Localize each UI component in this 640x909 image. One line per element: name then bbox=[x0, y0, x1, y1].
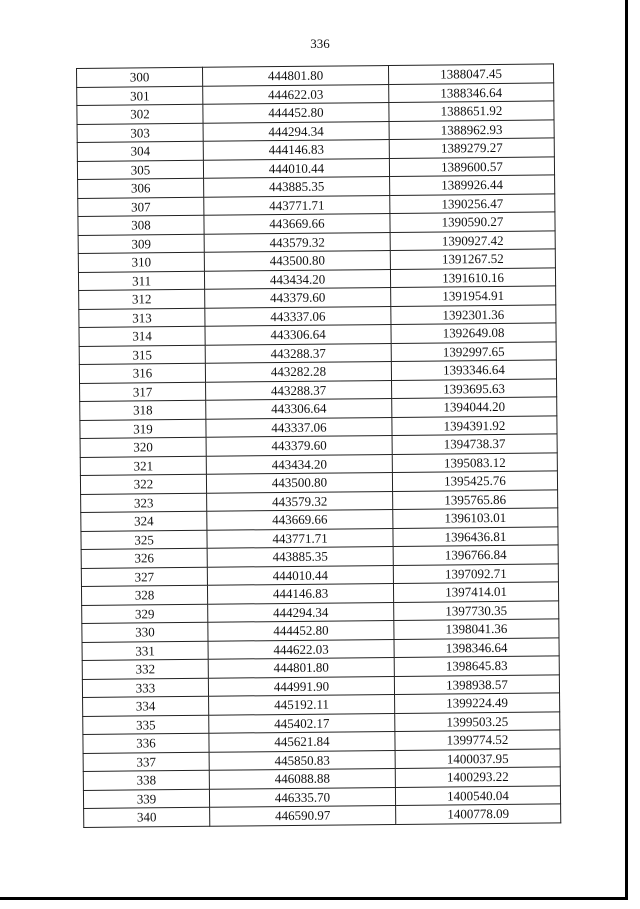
point-number-cell: 300 bbox=[77, 67, 203, 87]
x-coordinate-cell: 445192.11 bbox=[209, 694, 395, 714]
point-number-cell: 334 bbox=[83, 696, 209, 716]
x-coordinate-cell: 444146.83 bbox=[203, 139, 389, 159]
x-coordinate-cell: 443288.37 bbox=[206, 380, 392, 400]
point-number-cell: 325 bbox=[81, 530, 207, 550]
y-coordinate-cell: 1393346.64 bbox=[391, 360, 556, 380]
point-number-cell: 339 bbox=[83, 789, 209, 809]
x-coordinate-cell: 443282.28 bbox=[205, 361, 391, 381]
y-coordinate-cell: 1396436.81 bbox=[393, 526, 558, 546]
y-coordinate-cell: 1394044.20 bbox=[392, 397, 557, 417]
point-number-cell: 323 bbox=[81, 493, 207, 513]
point-number-cell: 320 bbox=[80, 437, 206, 457]
point-number-cell: 308 bbox=[78, 215, 204, 235]
x-coordinate-cell: 446590.97 bbox=[210, 805, 396, 825]
x-coordinate-cell: 443885.35 bbox=[204, 176, 390, 196]
y-coordinate-cell: 1399224.49 bbox=[395, 693, 560, 713]
y-coordinate-cell: 1389926.44 bbox=[390, 175, 555, 195]
coordinate-table-wrapper bbox=[76, 63, 561, 827]
point-number-cell: 331 bbox=[82, 641, 208, 661]
point-number-cell: 310 bbox=[78, 252, 204, 272]
x-coordinate-cell: 443306.64 bbox=[205, 324, 391, 344]
x-coordinate-cell: 443669.66 bbox=[207, 509, 393, 529]
point-number-cell: 335 bbox=[83, 715, 209, 735]
y-coordinate-cell: 1397092.71 bbox=[393, 563, 558, 583]
x-coordinate-cell: 443579.32 bbox=[207, 491, 393, 511]
y-coordinate-cell: 1388047.45 bbox=[388, 64, 553, 84]
y-coordinate-cell: 1388962.93 bbox=[389, 119, 554, 139]
y-coordinate-cell: 1399774.52 bbox=[395, 730, 560, 750]
y-coordinate-cell: 1396766.84 bbox=[393, 545, 558, 565]
y-coordinate-cell: 1390256.47 bbox=[390, 193, 555, 213]
x-coordinate-cell: 443306.64 bbox=[206, 398, 392, 418]
y-coordinate-cell: 1393695.63 bbox=[392, 378, 557, 398]
point-number-cell: 340 bbox=[84, 807, 210, 827]
point-number-cell: 301 bbox=[77, 86, 203, 106]
y-coordinate-cell: 1397414.01 bbox=[393, 582, 558, 602]
coordinate-table bbox=[76, 63, 561, 827]
point-number-cell: 312 bbox=[79, 289, 205, 309]
point-number-cell: 304 bbox=[77, 141, 203, 161]
x-coordinate-cell: 444452.80 bbox=[208, 620, 394, 640]
point-number-cell: 336 bbox=[83, 733, 209, 753]
x-coordinate-cell: 445621.84 bbox=[209, 731, 395, 751]
point-number-cell: 315 bbox=[79, 345, 205, 365]
x-coordinate-cell: 443669.66 bbox=[204, 213, 390, 233]
y-coordinate-cell: 1398645.83 bbox=[394, 656, 559, 676]
point-number-cell: 306 bbox=[78, 178, 204, 198]
y-coordinate-cell: 1398346.64 bbox=[394, 637, 559, 657]
point-number-cell: 327 bbox=[81, 567, 207, 587]
point-number-cell: 337 bbox=[83, 752, 209, 772]
x-coordinate-cell: 443500.80 bbox=[204, 250, 390, 270]
x-coordinate-cell: 443434.20 bbox=[204, 269, 390, 289]
y-coordinate-cell: 1391267.52 bbox=[390, 249, 555, 269]
y-coordinate-cell: 1390927.42 bbox=[390, 230, 555, 250]
y-coordinate-cell: 1396103.01 bbox=[393, 508, 558, 528]
y-coordinate-cell: 1389279.27 bbox=[389, 138, 554, 158]
y-coordinate-cell: 1399503.25 bbox=[395, 711, 560, 731]
x-coordinate-cell: 446335.70 bbox=[209, 787, 395, 807]
point-number-cell: 309 bbox=[78, 234, 204, 254]
point-number-cell: 330 bbox=[82, 622, 208, 642]
x-coordinate-cell: 443337.06 bbox=[205, 306, 391, 326]
x-coordinate-cell: 444801.80 bbox=[208, 657, 394, 677]
y-coordinate-cell: 1392649.08 bbox=[391, 323, 556, 343]
x-coordinate-cell: 444801.80 bbox=[202, 66, 388, 86]
x-coordinate-cell: 444622.03 bbox=[203, 84, 389, 104]
x-coordinate-cell: 445850.83 bbox=[209, 750, 395, 770]
y-coordinate-cell: 1394391.92 bbox=[392, 415, 557, 435]
point-number-cell: 311 bbox=[78, 271, 204, 291]
x-coordinate-cell: 444452.80 bbox=[203, 102, 389, 122]
table-row bbox=[84, 804, 561, 827]
x-coordinate-cell: 444991.90 bbox=[208, 676, 394, 696]
point-number-cell: 324 bbox=[81, 511, 207, 531]
x-coordinate-cell: 443885.35 bbox=[207, 546, 393, 566]
page-number: 336 bbox=[310, 36, 330, 51]
point-number-cell: 318 bbox=[80, 400, 206, 420]
y-coordinate-cell: 1389600.57 bbox=[389, 156, 554, 176]
x-coordinate-cell: 443500.80 bbox=[206, 472, 392, 492]
point-number-cell: 329 bbox=[82, 604, 208, 624]
y-coordinate-cell: 1392301.36 bbox=[391, 304, 556, 324]
x-coordinate-cell: 446088.88 bbox=[209, 768, 395, 788]
y-coordinate-cell: 1398938.57 bbox=[394, 674, 559, 694]
x-coordinate-cell: 444622.03 bbox=[208, 639, 394, 659]
x-coordinate-cell: 443288.37 bbox=[205, 343, 391, 363]
point-number-cell: 317 bbox=[80, 382, 206, 402]
point-number-cell: 303 bbox=[77, 123, 203, 143]
point-number-cell: 316 bbox=[79, 363, 205, 383]
x-coordinate-cell: 443337.06 bbox=[206, 417, 392, 437]
x-coordinate-cell: 444010.44 bbox=[203, 158, 389, 178]
x-coordinate-cell: 444294.34 bbox=[203, 121, 389, 141]
x-coordinate-cell: 443771.71 bbox=[207, 528, 393, 548]
y-coordinate-cell: 1397730.35 bbox=[394, 600, 559, 620]
point-number-cell: 313 bbox=[79, 308, 205, 328]
y-coordinate-cell: 1388346.64 bbox=[389, 82, 554, 102]
y-coordinate-cell: 1400293.22 bbox=[395, 767, 560, 787]
y-coordinate-cell: 1395425.76 bbox=[392, 471, 557, 491]
y-coordinate-cell: 1400037.95 bbox=[395, 748, 560, 768]
point-number-cell: 302 bbox=[77, 104, 203, 124]
coordinate-table-body bbox=[77, 64, 561, 827]
y-coordinate-cell: 1400540.04 bbox=[395, 785, 560, 805]
x-coordinate-cell: 443579.32 bbox=[204, 232, 390, 252]
point-number-cell: 319 bbox=[80, 419, 206, 439]
point-number-cell: 307 bbox=[78, 197, 204, 217]
y-coordinate-cell: 1395083.12 bbox=[392, 452, 557, 472]
x-coordinate-cell: 443434.20 bbox=[206, 454, 392, 474]
point-number-cell: 333 bbox=[82, 678, 208, 698]
point-number-cell: 314 bbox=[79, 326, 205, 346]
point-number-cell: 321 bbox=[80, 456, 206, 476]
y-coordinate-cell: 1394738.37 bbox=[392, 434, 557, 454]
point-number-cell: 326 bbox=[81, 548, 207, 568]
y-coordinate-cell: 1392997.65 bbox=[391, 341, 556, 361]
x-coordinate-cell: 444010.44 bbox=[207, 565, 393, 585]
point-number-cell: 332 bbox=[82, 659, 208, 679]
x-coordinate-cell: 443379.60 bbox=[206, 435, 392, 455]
y-coordinate-cell: 1400778.09 bbox=[396, 804, 561, 824]
point-number-cell: 338 bbox=[83, 770, 209, 790]
y-coordinate-cell: 1388651.92 bbox=[389, 101, 554, 121]
point-number-cell: 305 bbox=[77, 160, 203, 180]
y-coordinate-cell: 1390590.27 bbox=[390, 212, 555, 232]
y-coordinate-cell: 1398041.36 bbox=[394, 619, 559, 639]
x-coordinate-cell: 444294.34 bbox=[208, 602, 394, 622]
x-coordinate-cell: 445402.17 bbox=[209, 713, 395, 733]
y-coordinate-cell: 1391610.16 bbox=[390, 267, 555, 287]
y-coordinate-cell: 1395765.86 bbox=[393, 489, 558, 509]
x-coordinate-cell: 443379.60 bbox=[205, 287, 391, 307]
x-coordinate-cell: 444146.83 bbox=[207, 583, 393, 603]
x-coordinate-cell: 443771.71 bbox=[204, 195, 390, 215]
y-coordinate-cell: 1391954.91 bbox=[391, 286, 556, 306]
point-number-cell: 328 bbox=[81, 585, 207, 605]
point-number-cell: 322 bbox=[80, 474, 206, 494]
